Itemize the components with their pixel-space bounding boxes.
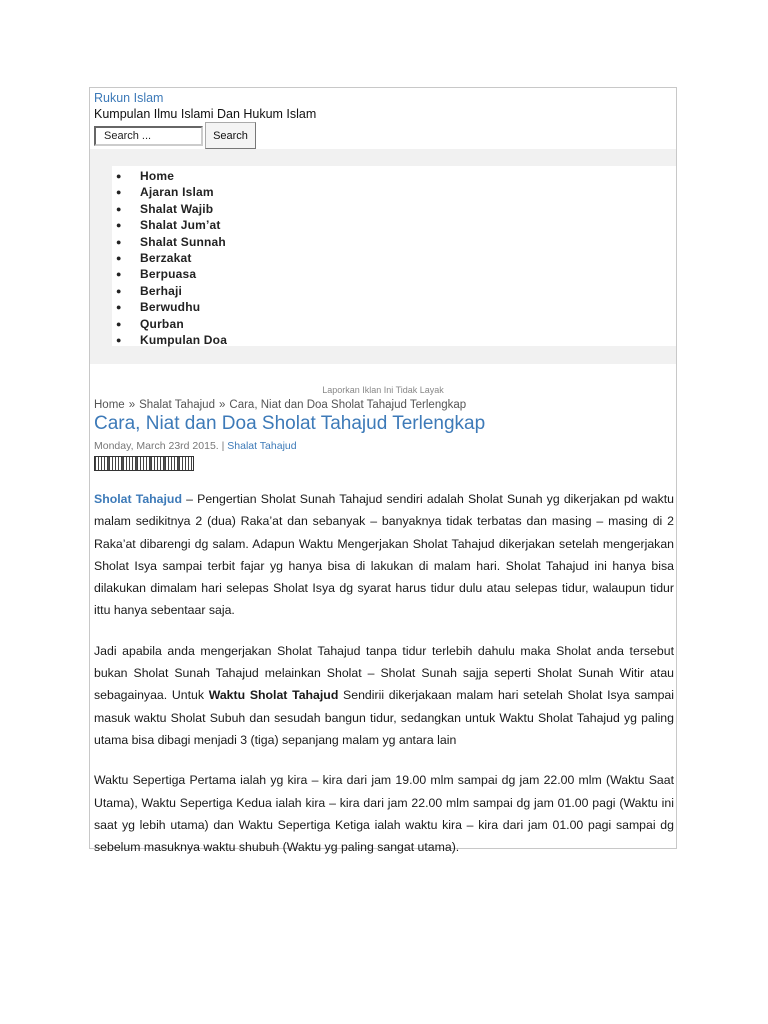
bullet-icon: ●: [116, 318, 122, 329]
nav-item-label: Shalat Sunnah: [140, 234, 226, 249]
share-icon[interactable]: [137, 457, 151, 470]
breadcrumb-separator: »: [128, 399, 136, 411]
page-container: [89, 87, 677, 855]
post-title: Cara, Niat dan Doa Sholat Tahajud Terlengkap: [94, 413, 486, 434]
nav-item-label: Shalat Wajib: [140, 201, 214, 216]
nav-item-ajaran-islam[interactable]: [112, 184, 227, 200]
keyword-link[interactable]: Sholat Tahajud: [94, 492, 182, 506]
bullet-icon: ●: [116, 203, 122, 214]
breadcrumb-separator: »: [218, 399, 226, 411]
bullet-icon: ●: [116, 252, 122, 263]
nav-item-shalat-wajib[interactable]: [112, 201, 227, 217]
share-icon[interactable]: [95, 457, 109, 470]
breadcrumb-home[interactable]: Home: [94, 399, 125, 411]
nav-item-label: Berzakat: [140, 250, 192, 265]
nav-item-berwudhu[interactable]: [112, 299, 227, 315]
breadcrumb-current: Cara, Niat dan Doa Sholat Tahajud Terlengkap: [229, 399, 467, 411]
keyword-bold: Waktu Sholat Tahajud: [208, 688, 339, 703]
post-category-link[interactable]: Shalat Tahajud: [227, 440, 297, 452]
nav-item-label: Kumpulan Doa: [140, 332, 228, 347]
main-nav: [112, 166, 676, 346]
nav-item-shalat-sunnah[interactable]: [112, 234, 227, 250]
breadcrumb: [94, 399, 466, 411]
post-paragraph: [94, 488, 674, 622]
post-date: Monday, March 23rd 2015.: [94, 440, 219, 452]
nav-item-shalat-jumat[interactable]: [112, 217, 227, 233]
share-icon[interactable]: [165, 457, 179, 470]
paragraph-text: – Pengertian Sholat Sunah Tahajud sendiri adalah Sholat Sunah yg dikerjakan pd waktu malam sedikitnya 2 (dua) Raka’at dan sebanyak – banyaknya tidak terbatas dan masing – masing di 2 Raka’at dibarengi dg salam. Adapun Waktu Mengerjakan Sholat Tahajud dikerjakan setelah mengerjakan Sholat Isya sampai terbit fajar yg hanya bisa di lakukan di malam hari. Sholat Tahajud ini hanya bisa dilakukan dimalam hari selepas Sholat Isya dg syarat harus tidur dulu atau selepas tidur, walaupun tidur ittu hanya sebentaar saja.: [94, 492, 674, 618]
post-paragraph: [94, 769, 674, 858]
search-button[interactable]: Search: [205, 122, 256, 149]
share-icon[interactable]: [179, 457, 193, 470]
bullet-icon: ●: [116, 171, 122, 181]
bullet-icon: ●: [116, 220, 122, 231]
paragraph-text: Sendirii dikerjakaan malam hari setelah Sholat Isya sampai masuk waktu Sholat Subuh dan sesudah bangun tidur, sedangkan untuk Waktu Sholat Tahajud yg paling utama bisa dibagi menjadi 3 (tiga) sepanjang malam yg antara lain: [94, 688, 674, 747]
nav-item-label: Shalat Jum’at: [140, 218, 221, 233]
share-icon[interactable]: [109, 457, 123, 470]
paragraph-text: Jadi apabila anda mengerjakan Sholat Tahajud tanpa tidur terlebih dahulu maka Sholat anda tersebut bukan Sholat Sunah Tahajud melainkan Sholat – Sholat Sunah sajja seperti Sholat Sunah Witir atau sebagainyaa. Untuk: [94, 643, 674, 703]
nav-item-label: Berpuasa: [140, 267, 197, 282]
share-icon[interactable]: [151, 457, 165, 470]
bullet-icon: ●: [116, 334, 122, 345]
breadcrumb-category[interactable]: Shalat Tahajud: [139, 399, 215, 411]
nav-item-label: Ajaran Islam: [140, 185, 214, 200]
bullet-icon: ●: [116, 302, 122, 313]
site-title-link[interactable]: Rukun Islam: [94, 91, 164, 105]
post-paragraph: [94, 640, 674, 751]
bullet-icon: ●: [116, 269, 122, 280]
nav-item-berpuasa[interactable]: [112, 266, 227, 282]
bullet-icon: ●: [116, 236, 122, 247]
nav-item-label: Berwudhu: [140, 300, 201, 315]
bullet-icon: ●: [116, 285, 122, 296]
ad-report-link[interactable]: Laporkan Iklan Ini Tidak Layak: [322, 385, 444, 395]
post-body: [94, 488, 674, 876]
site-description: Kumpulan Ilmu Islami Dan Hukum Islam: [94, 107, 317, 121]
nav-item-berzakat[interactable]: [112, 250, 227, 266]
bullet-icon: ●: [116, 187, 122, 198]
meta-separator: |: [221, 440, 225, 452]
paragraph-text: Waktu Sepertiga Pertama ialah yg kira – kira dari jam 19.00 mlm sampai dg jam 22.00 mlm (Waktu Saat Utama), Waktu Sepertiga Kedua ialah kira – kira dari jam 22.00 mlm sampai dg jam 01.00 pagi (Waktu ini saat yg lebih utama) dan Waktu Sepertiga Ketiga ialah waktu kira – kira dari jam 01.00 pagi sampai dg sebelum masuknya waktu shubuh (Waktu yg paling sangat utama).: [94, 773, 674, 855]
post-meta: [94, 440, 297, 452]
share-icons: [94, 456, 194, 471]
nav-item-berhaji[interactable]: [112, 283, 227, 299]
nav-item-kumpulan-doa[interactable]: [112, 332, 227, 348]
nav-item-label: Qurban: [140, 316, 184, 331]
share-icon[interactable]: [123, 457, 137, 470]
nav-item-qurban[interactable]: [112, 316, 227, 332]
nav-item-label: Home: [140, 169, 175, 183]
search-input[interactable]: [94, 126, 203, 146]
nav-item-label: Berhaji: [140, 283, 183, 298]
nav-list: [112, 168, 227, 348]
nav-item-home[interactable]: [112, 168, 227, 184]
